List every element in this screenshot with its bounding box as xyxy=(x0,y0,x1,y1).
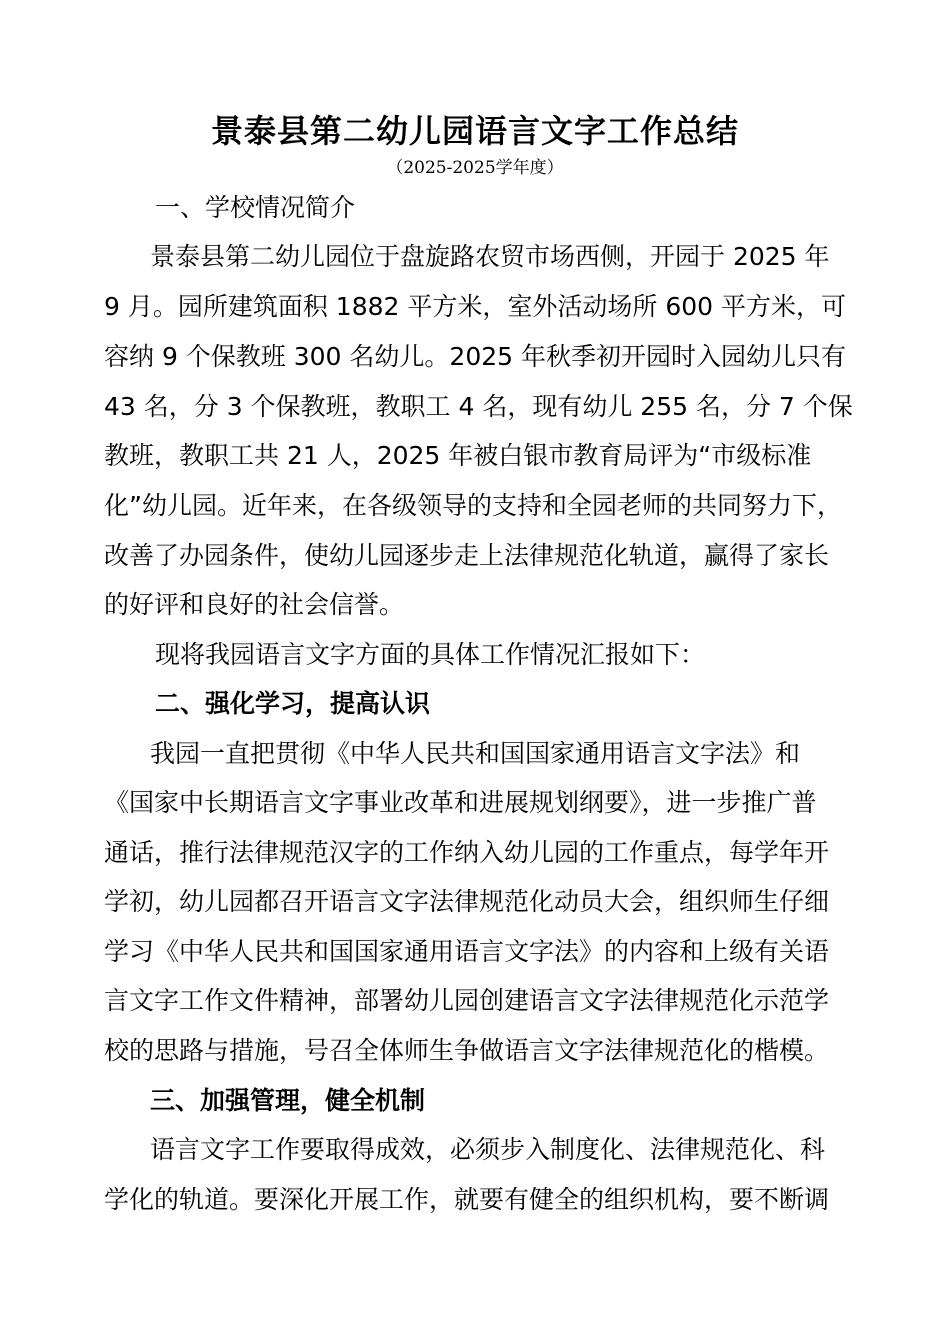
paragraph-line: 言文字工作文件精神，部署幼儿园创建语言文字法律规范化示范学 xyxy=(104,986,830,1015)
intro-line: 现将我园语言文字方面的具体工作情况汇报如下： xyxy=(155,640,706,669)
paragraph-line: 容纳 9 个保教班 300 名幼儿。2025 年秋季初开园时入园幼儿只有 xyxy=(104,342,846,371)
paragraph-line: 43 名，分 3 个保教班，教职工 4 名，现有幼儿 255 名，分 7 个保 xyxy=(104,392,853,421)
section2-heading: 二、强化学习，提高认识 xyxy=(155,689,431,718)
document-subtitle: （2025-2025学年度） xyxy=(386,158,564,178)
paragraph-line: 9 月。园所建筑面积 1882 平方米，室外活动场所 600 平方米，可 xyxy=(104,292,846,321)
paragraph-line: 改善了办园条件，使幼儿园逐步走上法律规范化轨道，赢得了家长 xyxy=(104,541,830,570)
paragraph-line: 我园一直把贯彻《中华人民共和国国家通用语言文字法》和 xyxy=(150,739,801,768)
paragraph-line: 学化的轨道。要深化开展工作，就要有健全的组织机构，要不断调 xyxy=(104,1185,830,1214)
paragraph-line: 《国家中长期语言文字事业改革和进展规划纲要》，进一步推广普 xyxy=(104,788,817,817)
paragraph-line: 的好评和良好的社会信誉。 xyxy=(104,590,405,619)
paragraph-line: 学初，幼儿园都召开语言文字法律规范化动员大会，组织师生仔细 xyxy=(104,887,830,916)
document-title: 景泰县第二幼儿园语言文字工作总结 xyxy=(210,112,739,150)
paragraph-line: 校的思路与措施，号召全体师生争做语言文字法律规范化的楷模。 xyxy=(104,1036,830,1065)
paragraph-line: 语言文字工作要取得成效，必须步入制度化、法律规范化、科 xyxy=(150,1135,826,1164)
paragraph-line: 化”幼儿园。近年来，在各级领导的支持和全园老师的共同努力下， xyxy=(104,491,842,520)
section1-heading: 一、学校情况简介 xyxy=(155,193,356,222)
paragraph-line: 学习《中华人民共和国国家通用语言文字法》的内容和上级有关语 xyxy=(104,937,830,966)
section3-heading: 三、加强管理，健全机制 xyxy=(150,1086,426,1115)
paragraph-line: 景泰县第二幼儿园位于盘旋路农贸市场西侧，开园于 2025 年 xyxy=(150,242,830,271)
paragraph-line: 教班，教职工共 21 人，2025 年被白银市教育局评为“市级标准 xyxy=(104,441,812,470)
paragraph-line: 通话，推行法律规范汉字的工作纳入幼儿园的工作重点，每学年开 xyxy=(104,838,830,867)
